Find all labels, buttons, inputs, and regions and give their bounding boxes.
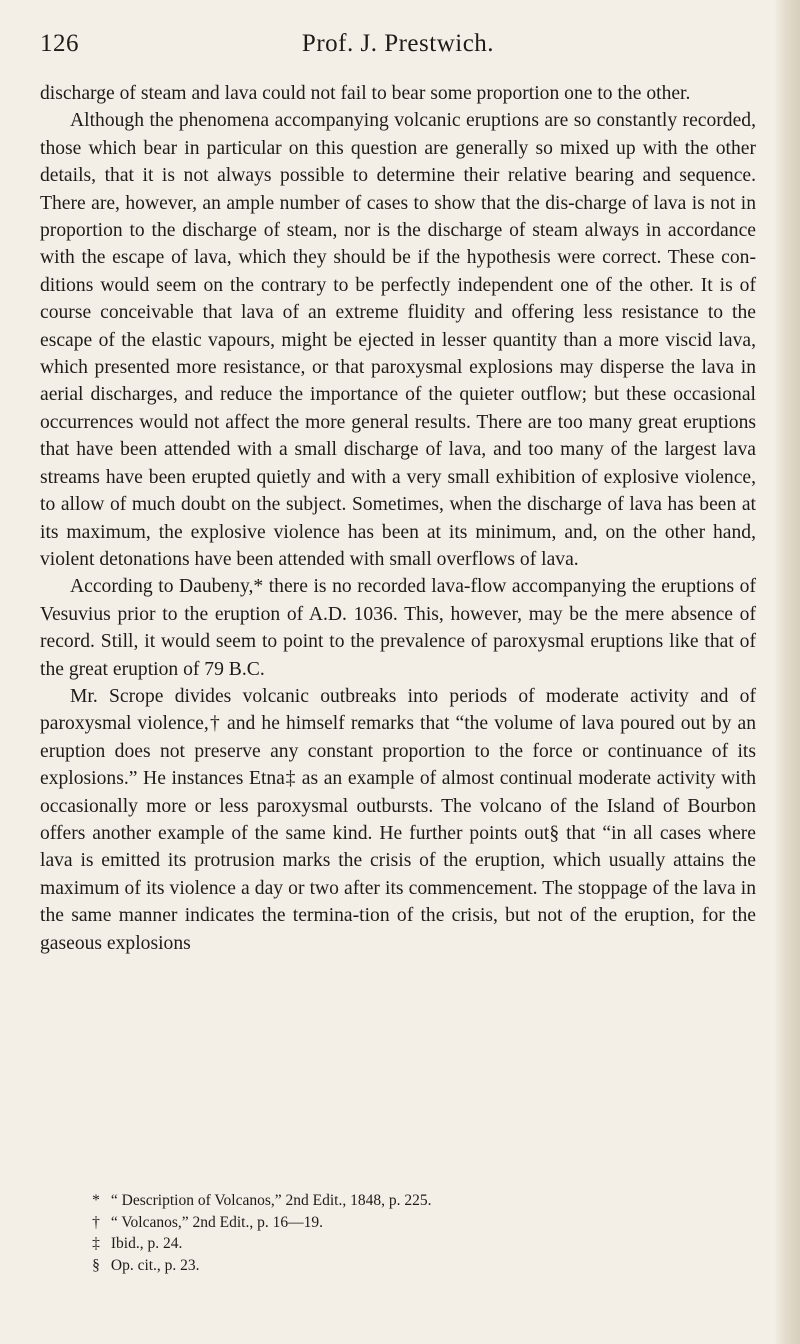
footnote bbox=[40, 1190, 756, 1212]
paragraph: Although the phenomena accompanying volcanic eruptions are so constantly recorded, those which bear in particular on this question are generally so mixed up with the other details, that it is not always possible to determine their relative bearing and sequence. There are, however, an ample number of cases to show that the dis-charge of lava is not in proportion to the discharge of steam, nor is the discharge of steam always in accordance with the escape of lava, which they should be if the hypothesis were correct. These con-ditions would seem on the contrary to be perfectly independent one of the other. It is of course conceivable that lava of an extreme fluidity and offering less resistance to the escape of the elastic vapours, might be ejected in lesser quantity than a more viscid lava, which presented more resistance, or that paroxysmal explosions may disperse the lava in aerial discharges, and reduce the importance of the quieter outflow; but these occasional occurrences would not affect the more general results. There are too many great eruptions that have been attended with a small discharge of lava, and too many of the largest lava streams have been erupted quietly and with a very small exhibition of explosive violence, to allow of much doubt on the subject. Sometimes, when the discharge of lava has been at its maximum, the explosive violence has been at its minimum, and, on the other hand, violent detonations have been attended with small overflows of lava. bbox=[40, 110, 756, 570]
footnote-mark: † bbox=[92, 1213, 100, 1231]
paragraph: Mr. Scrope divides volcanic outbreaks into periods of moderate activity and of paroxysmal violence,† and he himself remarks that “the volume of lava poured out by an eruption does not preserve any constant proportion to the force or continuance of its explosions.” He instances Etna‡ as an example of almost continual moderate activity with occasionally more or less paroxysmal outbursts. The volcano of the Island of Bourbon offers another example of the same kind. He further points out§ that “in all cases where lava is emitted its protrusion marks the crisis of the eruption, which usually attains the maximum of its violence a day or two after its commencement. The stoppage of the lava in the same manner indicates the termina-tion of the crisis, but not of the eruption, for the gaseous explosions bbox=[40, 685, 756, 954]
footnote bbox=[40, 1233, 756, 1255]
page-header bbox=[40, 30, 756, 64]
footnote-mark: § bbox=[92, 1256, 100, 1274]
footnote-text: Ibid., p. 24. bbox=[110, 1235, 183, 1252]
page-number: 126 bbox=[40, 30, 79, 57]
footnote-mark: * bbox=[92, 1192, 100, 1209]
footnote-text: Op. cit., p. 23. bbox=[110, 1256, 200, 1274]
running-head: Prof. J. Prestwich. bbox=[301, 30, 495, 57]
footnote-mark: ‡ bbox=[92, 1235, 100, 1252]
footnote-text: “ Volcanos,” 2nd Edit., p. 16—19. bbox=[110, 1213, 323, 1231]
footnote bbox=[40, 1255, 756, 1277]
page-edge-shadow bbox=[774, 0, 800, 1344]
footnote-text: “ Description of Volcanos,” 2nd Edit., 1848, p. 225. bbox=[110, 1192, 432, 1209]
paragraph: According to Daubeny,* there is no recorded lava-flow accompanying the eruptions of Vesuvius prior to the eruption of A.D. 1036. This, however, may be the mere absence of record. Still, it would seem to point to the prevalence of paroxysmal eruptions like that of the great eruption of 79 B.C. bbox=[40, 576, 756, 680]
footnote bbox=[40, 1212, 756, 1234]
body-text bbox=[40, 80, 756, 957]
paragraph-continued: discharge of steam and lava could not fail to bear some proportion one to the other. bbox=[40, 83, 691, 104]
footnotes bbox=[40, 1190, 756, 1276]
